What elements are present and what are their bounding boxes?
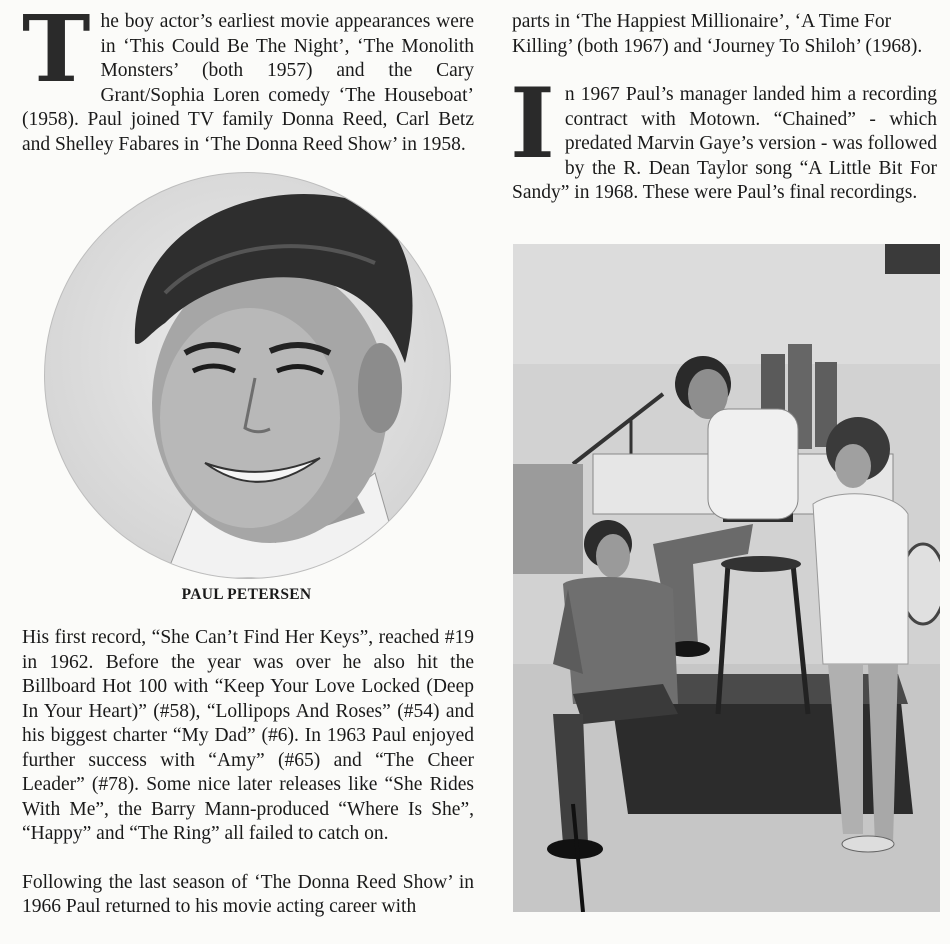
motown-text: n 1967 Paul’s manager landed him a recording contract with Motown. “Chained” - which predated Marvin Gaye’s version - was followed by the R. Dean Taylor song “A Little Bit For Sandy” in 1968. These were Paul’s final recordings.: [512, 84, 937, 203]
records-paragraph: His first record, “She Can’t Find Her Keys”, reached #19 in 1962. Before the year was over he also hit the Billboard Hot 100 with “Keep Your Love Locked (Deep In Your Heart)” (#58), “Lollipops And Roses” (#54) and his biggest charter “My Dad” (#6). In 1963 Paul enjoyed further success with “Amy” (#65) and “The Cheer Leader” (#78). Some nice later releases like “She Rides With Me”, the Barry Mann-produced “Where Is She”, “Happy” and “The Ring” all failed to catch on.: [22, 627, 474, 844]
intro-paragraph: [22, 0, 474, 157]
intro-text: he boy actor’s earliest movie appearances were in ‘This Could Be The Night’, ‘The Monolith Monsters’ (both 1957) and the Cary Grant/Sophia Loren comedy ‘The Houseboat’ (1958). Paul joined TV family Donna Reed, Carl Betz and Shelley Fabares in ‘The Donna Reed Show’ in 1958.: [22, 11, 474, 155]
motown-paragraph: [510, 67, 937, 206]
drop-cap-i: I: [510, 67, 555, 180]
films-paragraph: parts in ‘The Happiest Millionaire’, ‘A Time For Killing’ (both 1967) and ‘Journey To Shiloh’ (1968).: [512, 11, 923, 57]
career-paragraph: Following the last season of ‘The Donna Reed Show’ in 1966 Paul returned to his movie acting career with: [22, 871, 474, 917]
portrait-caption: PAUL PETERSEN: [181, 586, 312, 603]
right-column-text: [512, 10, 937, 206]
drop-cap-t: T: [22, 0, 91, 103]
portrait-photo: [44, 172, 451, 579]
lower-left-text: [22, 626, 474, 944]
portrait-illustration: [45, 173, 450, 578]
studio-photo: [513, 244, 940, 912]
studio-scene-illustration: [513, 244, 940, 912]
